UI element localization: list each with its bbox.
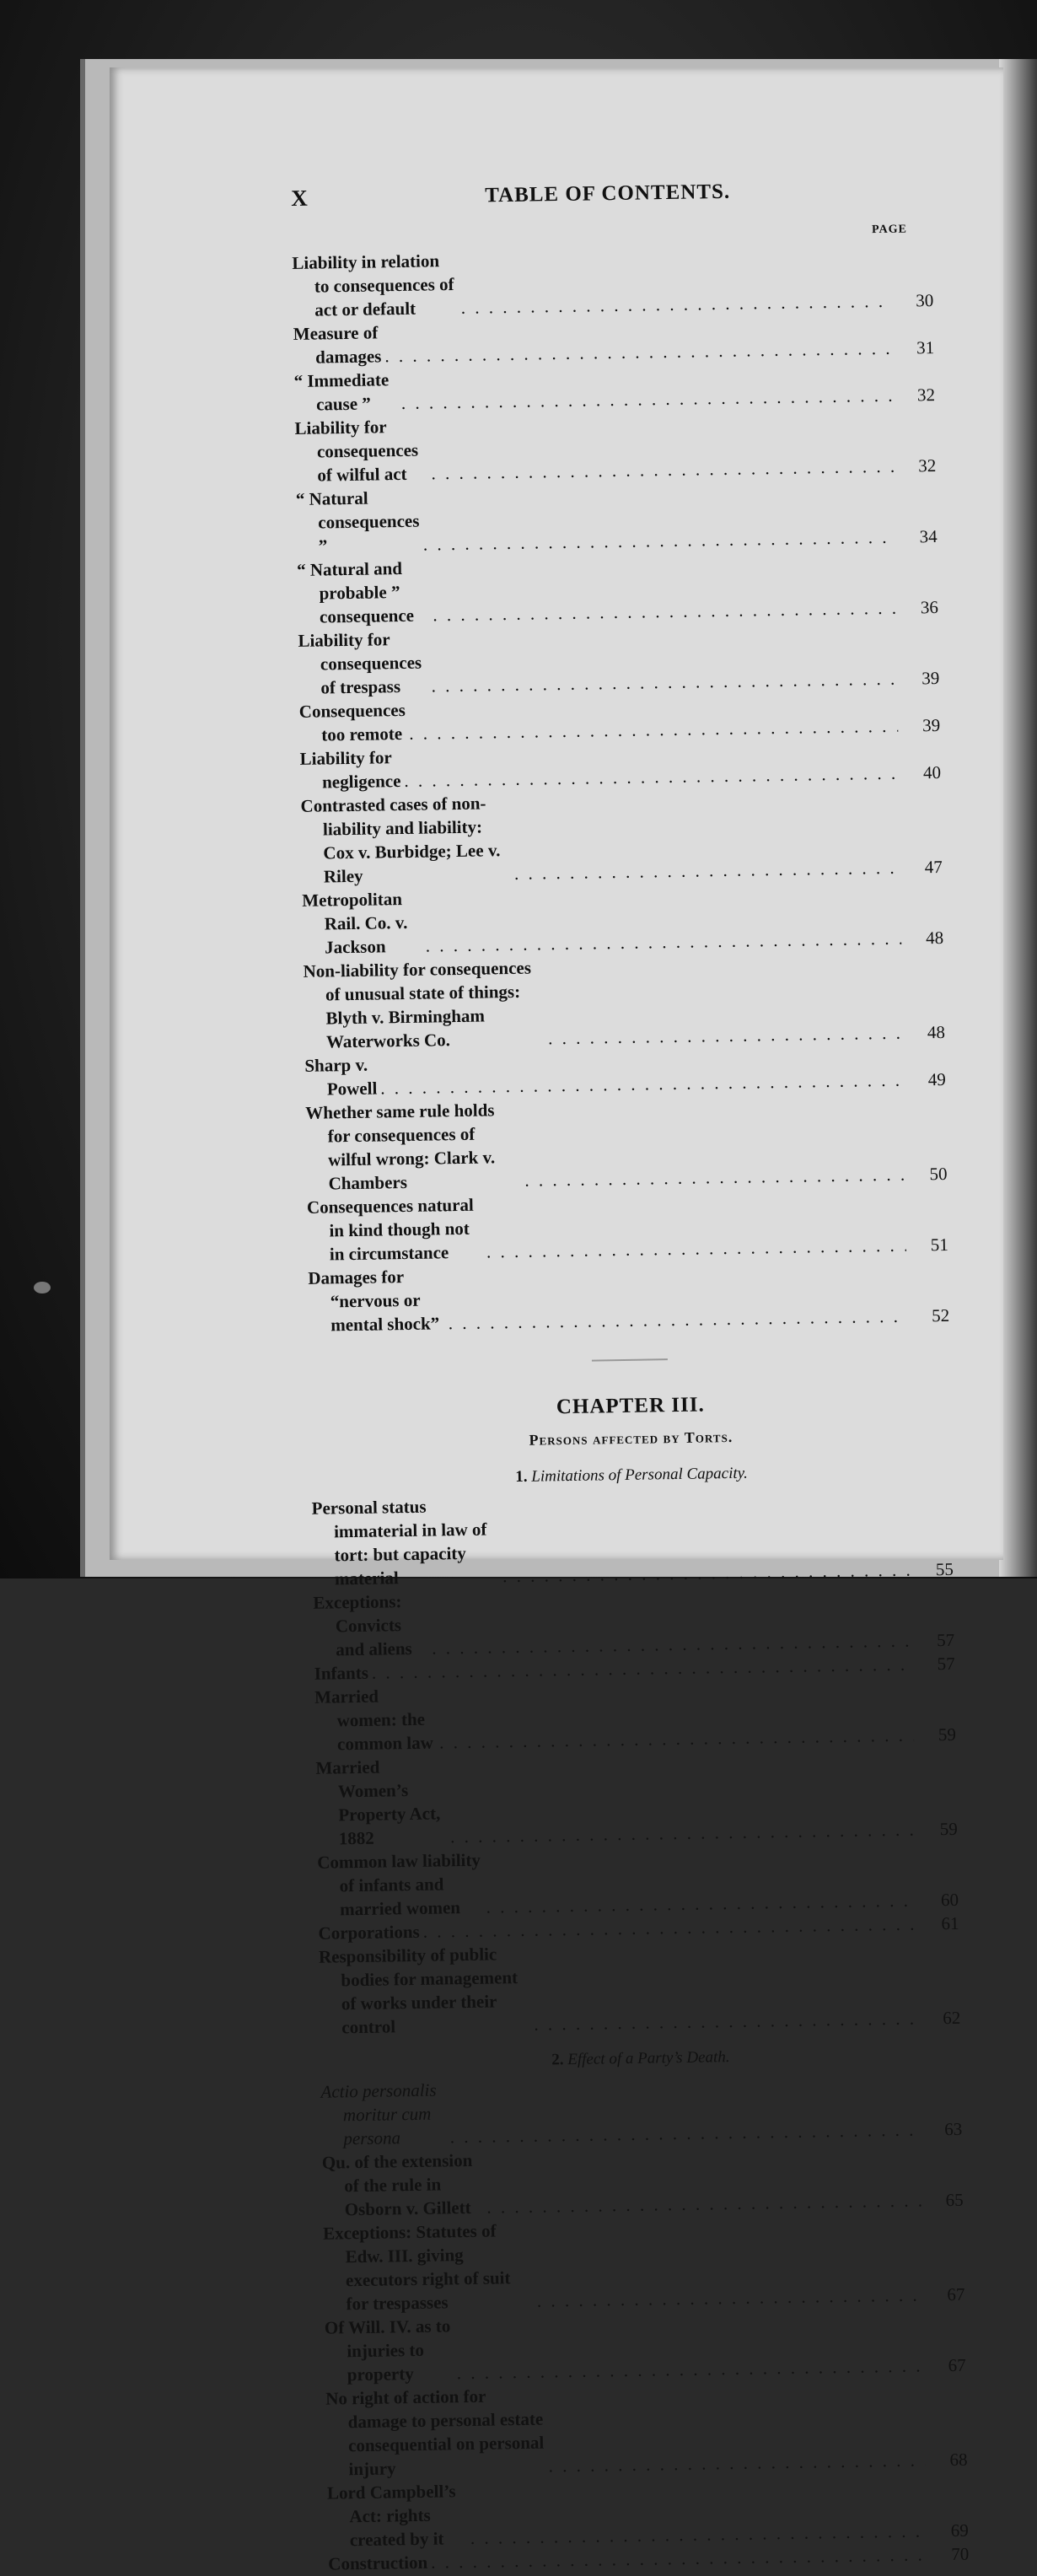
toc-entry-page: 68	[949, 2449, 968, 2471]
toc-entry	[296, 477, 938, 558]
toc-entry-text: Liability for consequences of wilful act	[294, 417, 419, 486]
toc-entry-text: No right of action for damage to personal estate consequential on personal injury	[325, 2385, 545, 2480]
toc-entry-text: Contrasted cases of non-liability and liability: Cox v. Burbidge; Lee v. Riley	[300, 793, 501, 887]
toc-entry-text: Of Will. IV. as to injuries to property	[324, 2315, 451, 2385]
toc-entry-page: 70	[951, 2543, 970, 2565]
toc-entry-page: 65	[945, 2189, 964, 2211]
toc-entry-text: Married women: the common law	[314, 1686, 433, 1755]
toc-entry	[300, 784, 943, 889]
toc-list-section-1	[311, 1487, 960, 2040]
toc-entry	[327, 2471, 969, 2552]
toc-entry-page: 48	[927, 1021, 946, 1043]
toc-entry-page: 32	[916, 385, 936, 406]
toc-entry-page: 31	[916, 337, 935, 358]
toc-entry-text: Whether same rule holds for consequences of wilful wrong: Clark v. Chambers	[305, 1100, 496, 1194]
toc-entry-page: 61	[941, 1912, 959, 1934]
toc-entry	[322, 2141, 964, 2222]
toc-entry-page: 52	[931, 1304, 950, 1326]
toc-entry	[298, 619, 939, 700]
toc-entry-text: Corporations	[318, 1921, 420, 1944]
toc-entry-page: 55	[935, 1558, 954, 1580]
toc-entry-page: 34	[919, 526, 938, 547]
toc-entry-page: 57	[937, 1653, 955, 1675]
scan-speck	[34, 1282, 51, 1293]
toc-entry-text: Non-liability for consequences of unusual state of things: Blyth v. Birmingham Waterworks Co.	[303, 957, 532, 1052]
toc-entry-text: Consequences natural in kind though not in circumstance	[306, 1194, 474, 1265]
toc-entry	[314, 1675, 956, 1756]
toc-entry	[292, 241, 933, 322]
toc-entry-text: “ Natural consequences ”	[295, 487, 420, 557]
toc-entry-page: 57	[937, 1629, 955, 1651]
section-divider	[592, 1358, 668, 1361]
toc-entry-text: Measure of damages	[293, 322, 382, 368]
toc-entry-text: Lord Campbell’s Act: rights created by it	[326, 2481, 456, 2551]
toc-entry-text: Liability for negligence	[299, 747, 401, 793]
toc-entry	[304, 1044, 946, 1101]
toc-entry	[315, 1746, 958, 1851]
toc-entry-page: 67	[948, 2354, 966, 2376]
toc-entry	[319, 1935, 961, 2040]
toc-content	[291, 175, 969, 2576]
toc-entry-page: 59	[938, 1724, 957, 1745]
toc-entry-text: Liability in relation to consequences of act or default	[292, 250, 454, 320]
toc-entry-page: 48	[925, 927, 944, 949]
toc-entry-text: Actio personalis moritur cum persona	[320, 2079, 437, 2149]
toc-entry-text: Consequences too remote	[298, 699, 406, 745]
toc-entry-page: 60	[940, 1889, 959, 1911]
toc-entry-text: Exceptions: Statutes of Edw. III. giving executors right of suit for trespasses	[322, 2220, 511, 2315]
toc-entry	[293, 359, 935, 417]
toc-entry-text: Metropolitan Rail. Co. v. Jackson	[302, 889, 408, 958]
chapter-subtitle: Persons affected by Torts.	[529, 1428, 733, 1449]
toc-entry	[305, 1091, 948, 1196]
toc-entry	[313, 1581, 954, 1662]
page-folio: X	[291, 185, 309, 211]
toc-entry-page: 30	[916, 290, 934, 311]
toc-entry	[307, 1186, 948, 1266]
toc-entry	[308, 1256, 949, 1337]
toc-entry-page: 50	[929, 1163, 948, 1185]
page-column-label: PAGE	[871, 223, 908, 237]
toc-entry-page: 62	[943, 2007, 961, 2029]
toc-entry	[294, 406, 936, 487]
toc-list-chapter-ii	[292, 241, 949, 1337]
toc-entry-page: 40	[922, 761, 942, 783]
toc-entry-text: Liability for consequences of trespass	[298, 629, 422, 698]
toc-entry	[311, 1487, 954, 1591]
toc-entry	[297, 548, 938, 629]
chapter-title: CHAPTER III.	[556, 1393, 705, 1419]
toc-entry-page: 67	[947, 2283, 965, 2305]
toc-entry-text: Damages for “nervous or mental shock”	[308, 1266, 440, 1336]
toc-entry-text: Common law liability of infants and married women	[317, 1849, 481, 1920]
toc-entry-page: 49	[927, 1068, 946, 1090]
toc-entry-text: Construction	[328, 2552, 428, 2574]
toc-entry-text: “ Immediate cause ”	[293, 369, 390, 415]
leader-dots	[530, 2007, 918, 2036]
toc-entry-text: Married Women’s Property Act, 1882	[315, 1756, 441, 1849]
toc-entry-text: Responsibility of public bodies for management of works under their control	[318, 1944, 518, 2038]
toc-entry-page: 39	[921, 714, 941, 736]
section-number: 2.	[551, 2051, 564, 2069]
book-edge-right	[999, 59, 1037, 1577]
toc-entry	[302, 879, 943, 960]
toc-entry-text: Qu. of the extension of the rule in Osborn v. Gillett	[321, 2149, 473, 2220]
toc-entry-text: Personal status immaterial in law of tort: but capacity material	[311, 1496, 487, 1589]
toc-entry-text: Exceptions: Convicts and aliens	[313, 1591, 412, 1660]
toc-entry	[325, 2306, 966, 2387]
toc-entry	[325, 2377, 968, 2482]
toc-entry-page: 32	[918, 455, 937, 476]
toc-entry-page: 63	[944, 2118, 963, 2140]
toc-entry	[299, 690, 941, 747]
toc-entry	[293, 312, 935, 369]
section-number: 1.	[515, 1467, 528, 1487]
toc-entry-page: 59	[939, 1818, 958, 1840]
toc-entry-page: 51	[930, 1234, 949, 1256]
toc-entry-page: 36	[920, 597, 939, 618]
section-heading-1	[311, 1461, 952, 1490]
section-title: Effect of a Party’s Death.	[567, 2048, 730, 2069]
toc-entry	[323, 2212, 965, 2316]
toc-entry	[317, 1841, 959, 1922]
section-heading-2	[320, 2045, 961, 2073]
page-title: TABLE OF CONTENTS.	[485, 180, 731, 207]
toc-entry-page: 39	[921, 667, 940, 689]
toc-entry-page: 69	[950, 2520, 969, 2541]
toc-entry-page: 47	[924, 856, 943, 878]
toc-entry	[320, 2070, 962, 2151]
toc-entry-text: “ Natural and probable ” consequence	[296, 557, 415, 627]
toc-list-section-2	[320, 2070, 969, 2576]
toc-entry	[299, 737, 941, 794]
section-title: Limitations of Personal Capacity.	[531, 1464, 748, 1486]
toc-entry	[303, 949, 945, 1054]
leader-dots	[445, 1304, 908, 1336]
toc-entry-text: Sharp v. Powell	[304, 1054, 378, 1100]
toc-entry-text: Infants	[314, 1662, 369, 1684]
